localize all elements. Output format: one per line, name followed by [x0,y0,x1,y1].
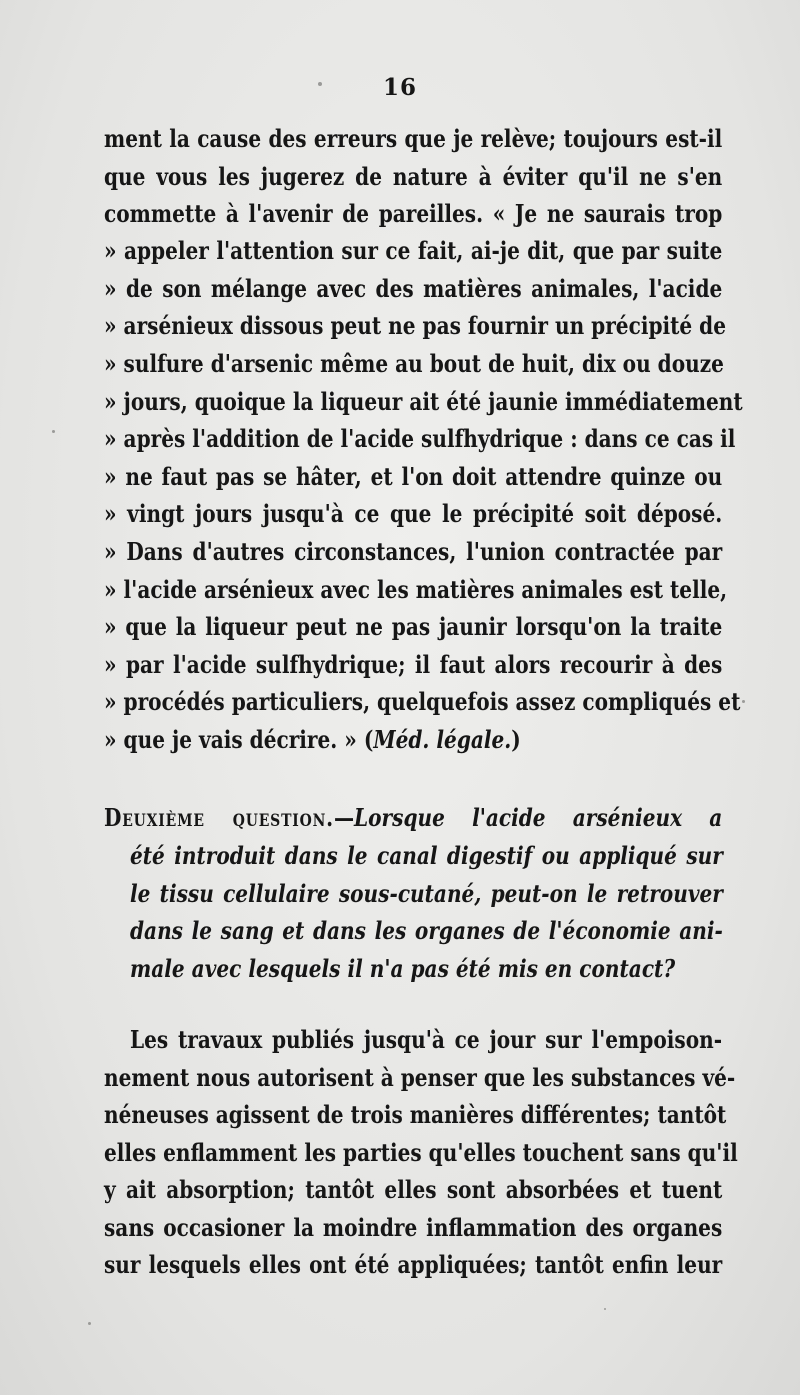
text-line: » que la liqueur peut ne pas jaunir lorsqu'on la traite [104,612,723,641]
paper-speck [318,82,322,86]
text-line: » Dans d'autres circonstances, l'union contractée par [104,537,723,566]
citation-source: Méd. légale. [373,725,512,754]
text-line: » de son mélange avec des matières animales, l'acide [104,274,723,303]
text-line: sans occasioner la moindre inflammation des organes [104,1213,723,1242]
question-label: Deuxième question. [104,803,334,832]
text-line: » procédés particuliers, quelquefois assez compliqués et [104,687,741,716]
text-line: Les travaux publiés jusqu'à ce jour sur l'empoison- [130,1025,723,1054]
text-line: elles enflamment les parties qu'elles touchent sans qu'il [104,1138,738,1167]
text-line: sur lesquels elles ont été appliquées; tantôt enfin leur [104,1250,723,1279]
question-line: dans le sang et dans les organes de l'économie ani- [130,916,723,945]
question-line: male avec lesquels il n'a pas été mis en contact? [130,954,676,983]
text-line: » vingt jours jusqu'à ce que le précipité soit déposé. [104,499,723,528]
text-line: » après l'addition de l'acide sulfhydrique : dans ce cas il [104,424,736,453]
text-span: » que je vais décrire. » ( [104,725,374,754]
paper-speck [604,1308,606,1310]
text-line: néneuses agissent de trois manières différentes; tantôt [104,1100,727,1129]
text-line: ment la cause des erreurs que je relève; toujours est-il [104,124,723,153]
question-line: été introduit dans le canal digestif ou appliqué sur [130,841,723,870]
page-number: 16 [382,74,417,101]
text-line: » par l'acide sulfhydrique; il faut alors recourir à des [104,650,723,679]
question-line: le tissu cellulaire sous-cutané, peut-on le retrouver [130,879,723,908]
text-line: commette à l'avenir de pareilles. « Je ne saurais trop [104,199,723,228]
question-dash: — [333,803,355,832]
question-line [104,801,722,835]
text-line: » jours, quoique la liqueur ait été jaunie immédiatement [104,387,743,416]
text-line-last [104,723,722,757]
text-line: que vous les jugerez de nature à éviter qu'il ne s'en [104,162,723,191]
text-line: » appeler l'attention sur ce fait, ai-je dit, que par suite [104,236,723,265]
text-line: » arsénieux dissous peut ne pas fournir un précipité de [104,311,727,340]
text-line: » ne faut pas se hâter, et l'on doit attendre quinze ou [104,462,723,491]
paper-speck [88,1322,91,1325]
text-line: » sulfure d'arsenic même au bout de huit, dix ou douze [104,349,724,378]
text-line: nement nous autorisent à penser que les substances vé- [104,1063,736,1092]
paper-speck [52,430,55,433]
text-span: ) [511,725,521,754]
question-text: Lorsque l'acide arsénieux a [354,803,723,832]
paper-speck [742,700,745,703]
text-line: » l'acide arsénieux avec les matières animales est telle, [104,575,728,604]
text-line: y ait absorption; tantôt elles sont absorbées et tuent [104,1175,723,1204]
